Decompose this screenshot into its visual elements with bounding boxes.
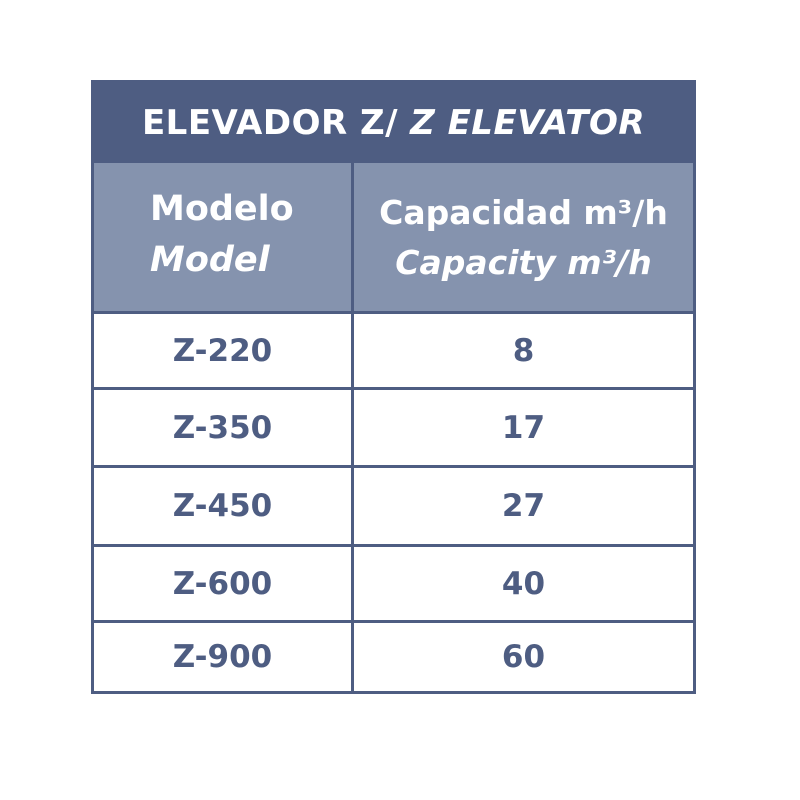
elevator-capacity-table (91, 80, 696, 694)
column-header-capacity-spanish: Capacidad m³/h (379, 193, 668, 232)
column-header-capacity-english: Capacity m³/h (395, 243, 652, 282)
column-header-capacity (354, 163, 693, 311)
table-cell-model: Z-900 (172, 639, 273, 675)
column-header-model-english: Model (150, 240, 270, 280)
table-cell-model: Z-450 (172, 488, 273, 524)
table-cell-capacity: 60 (501, 639, 546, 675)
table-cell-capacity: 27 (501, 488, 546, 524)
table-cell-capacity: 17 (501, 409, 546, 446)
table-cell-model: Z-350 (172, 409, 273, 446)
column-header-model-spanish: Modelo (150, 189, 294, 229)
table-cell-model: Z-220 (172, 332, 273, 369)
title-spanish: ELEVADOR Z/ (141, 103, 399, 143)
column-header-model (94, 163, 351, 311)
table-cell-model: Z-600 (172, 565, 273, 602)
table-cell-capacity: 40 (501, 565, 546, 602)
table-cell-capacity: 8 (512, 332, 535, 369)
title-english: Z ELEVATOR (410, 103, 646, 143)
table-title (94, 83, 693, 163)
